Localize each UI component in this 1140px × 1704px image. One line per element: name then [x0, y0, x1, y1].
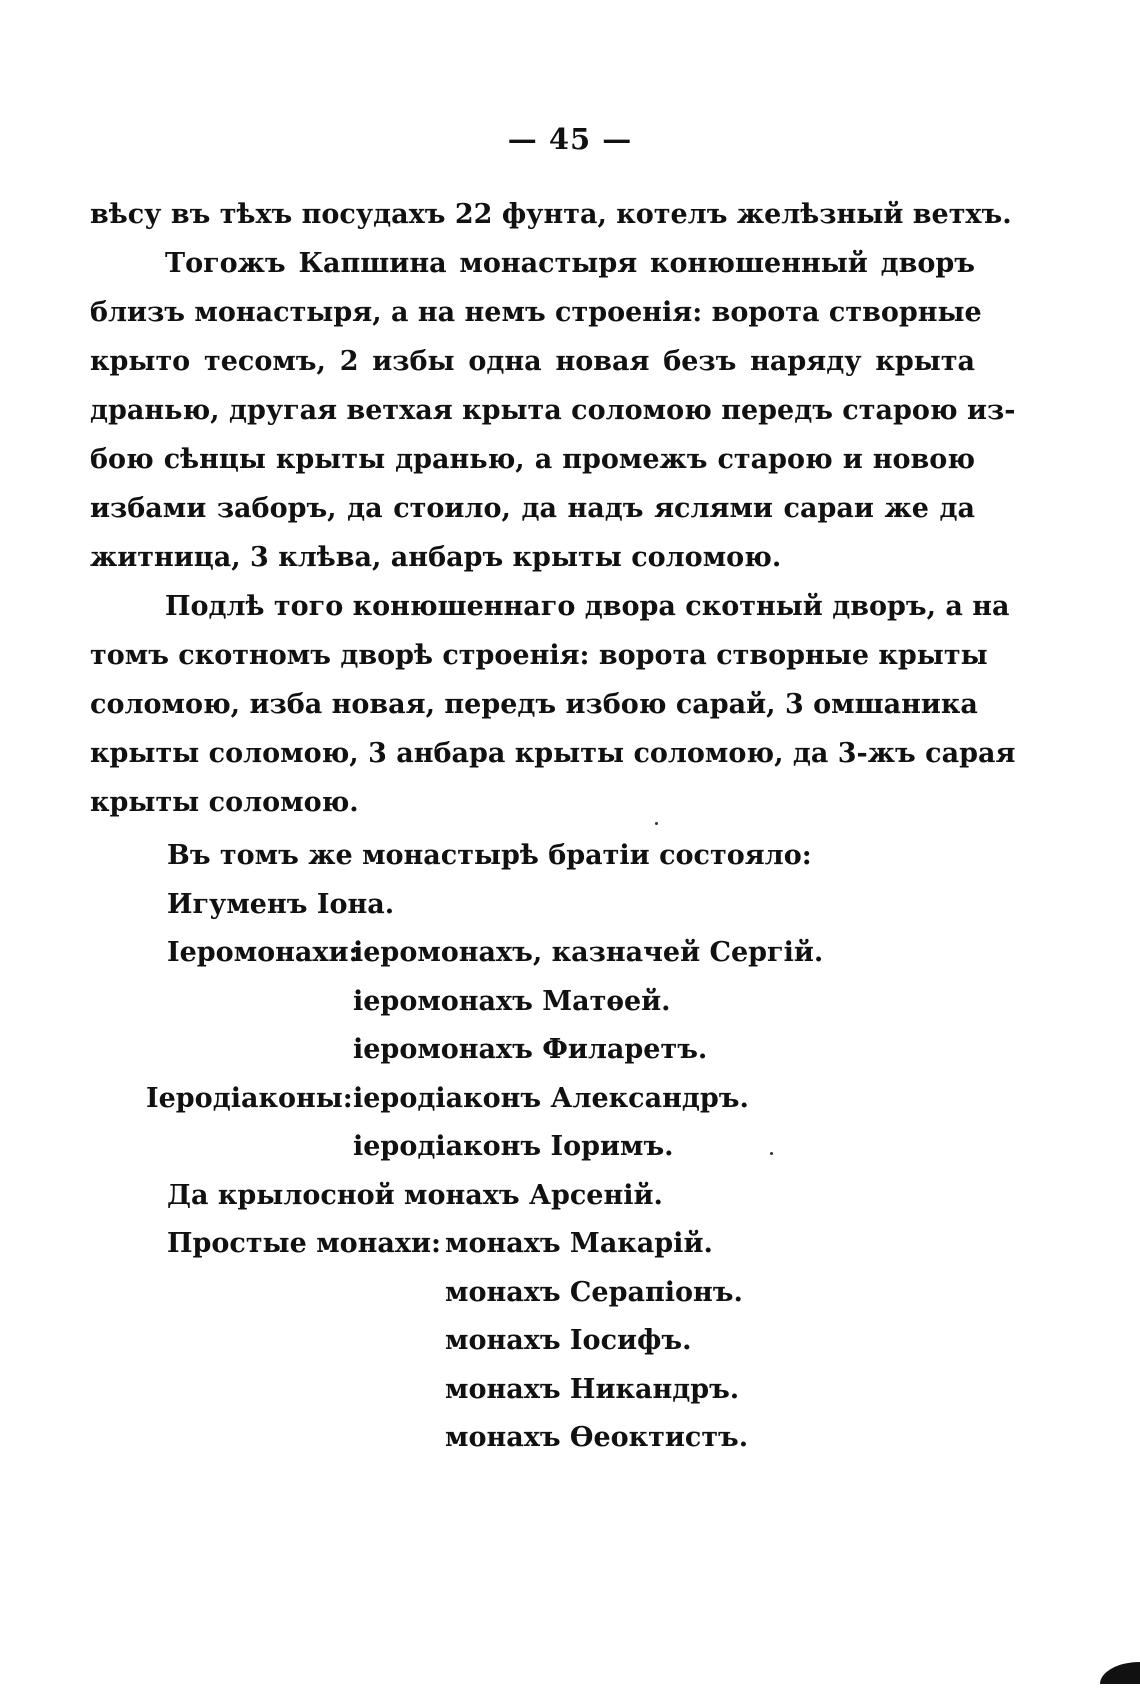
- simple-monk: монахъ Ѳеоктистъ.: [445, 1422, 749, 1453]
- paragraph-2-line: Тогожъ Капшина монастыря конюшенный дворъ: [165, 248, 975, 279]
- paragraph-3-line: соломою, изба новая, передъ избою сарай, 3 омшаника: [90, 689, 978, 720]
- simple-monk-row: [0, 1317, 1140, 1366]
- scan-edge-mark: [1100, 1662, 1140, 1684]
- hierodeacon-row: [0, 1075, 1140, 1124]
- simple-monk: монахъ Никандръ.: [445, 1373, 740, 1405]
- hierodeacons-label: Іеродіаконы:: [146, 1082, 353, 1114]
- simple-monk-row: [0, 1220, 1140, 1269]
- scan-speck: [655, 822, 658, 825]
- paragraph-1-line: вѣсу въ тѣхъ посудахъ 22 фунта, котелъ желѣзный ветхъ.: [90, 199, 1012, 230]
- paragraph-2-line: избами заборъ, да стоило, да надъ яслями сараи же да: [90, 493, 975, 524]
- hierodeacon-row: [0, 1123, 1140, 1172]
- paragraph-3-line: крыты соломою, 3 анбара крыты соломою, да 3-жъ сарая: [90, 738, 1016, 769]
- simple-monk: монахъ Іосифъ.: [445, 1325, 692, 1356]
- paragraph-3-line: Подлѣ того конюшеннаго двора скотный дворъ, а на: [165, 591, 1010, 622]
- simple-monks-label: Простые монахи:: [167, 1228, 442, 1259]
- page-number: — 45 —: [507, 122, 633, 156]
- hieromonks-label: Іеромонахи:: [167, 937, 359, 968]
- abbot-row: [0, 881, 1140, 930]
- hieromonk: іеромонахъ, казначей Сергій.: [353, 937, 824, 968]
- paragraph-2-line: бою сѣнцы крыты дранью, а промежъ старою и новою: [90, 444, 975, 475]
- paragraph-3-line: крыты соломою.: [90, 787, 359, 818]
- hierodeacon: іеродіаконъ Александръ.: [353, 1082, 749, 1114]
- paragraph-2-line: близъ монастыря, а на немъ строенія: ворота створные: [90, 297, 982, 328]
- hieromonk: іеромонахъ Матѳей.: [353, 985, 671, 1017]
- scan-speck: [770, 1152, 773, 1155]
- hierodeacon: іеродіаконъ Іоримъ.: [353, 1131, 674, 1162]
- simple-monk: монахъ Макарій.: [445, 1228, 713, 1259]
- simple-monk-row: [0, 1414, 1140, 1463]
- choir-monk-row: [0, 1172, 1140, 1221]
- roster-intro: Въ томъ же монастырѣ братіи состояло:: [167, 840, 812, 871]
- paragraph-2-line: дранью, другая ветхая крыта соломою передъ старою из-: [90, 395, 1016, 426]
- roster-intro-row: [0, 832, 1140, 881]
- simple-monk-row: [0, 1269, 1140, 1318]
- hieromonk-row: [0, 1026, 1140, 1075]
- choir-monk: Да крылосной монахъ Арсеній.: [167, 1179, 663, 1211]
- simple-monk: монахъ Серапіонъ.: [445, 1276, 743, 1308]
- body-text: [90, 190, 1016, 827]
- hieromonk: іеромонахъ Филаретъ.: [353, 1034, 708, 1065]
- paragraph-3-line: томъ скотномъ дворѣ строенія: ворота створные крыты: [90, 640, 988, 671]
- abbot: Игуменъ Іона.: [167, 888, 395, 920]
- hieromonk-row: [0, 978, 1140, 1027]
- simple-monk-row: [0, 1366, 1140, 1415]
- brethren-roster: [0, 832, 1140, 1463]
- paragraph-2-line: крыто тесомъ, 2 избы одна новая безъ наряду крыта: [90, 346, 975, 377]
- paragraph-2-line: житница, 3 клѣва, анбаръ крыты соломою.: [90, 542, 782, 573]
- hieromonk-row: [0, 929, 1140, 978]
